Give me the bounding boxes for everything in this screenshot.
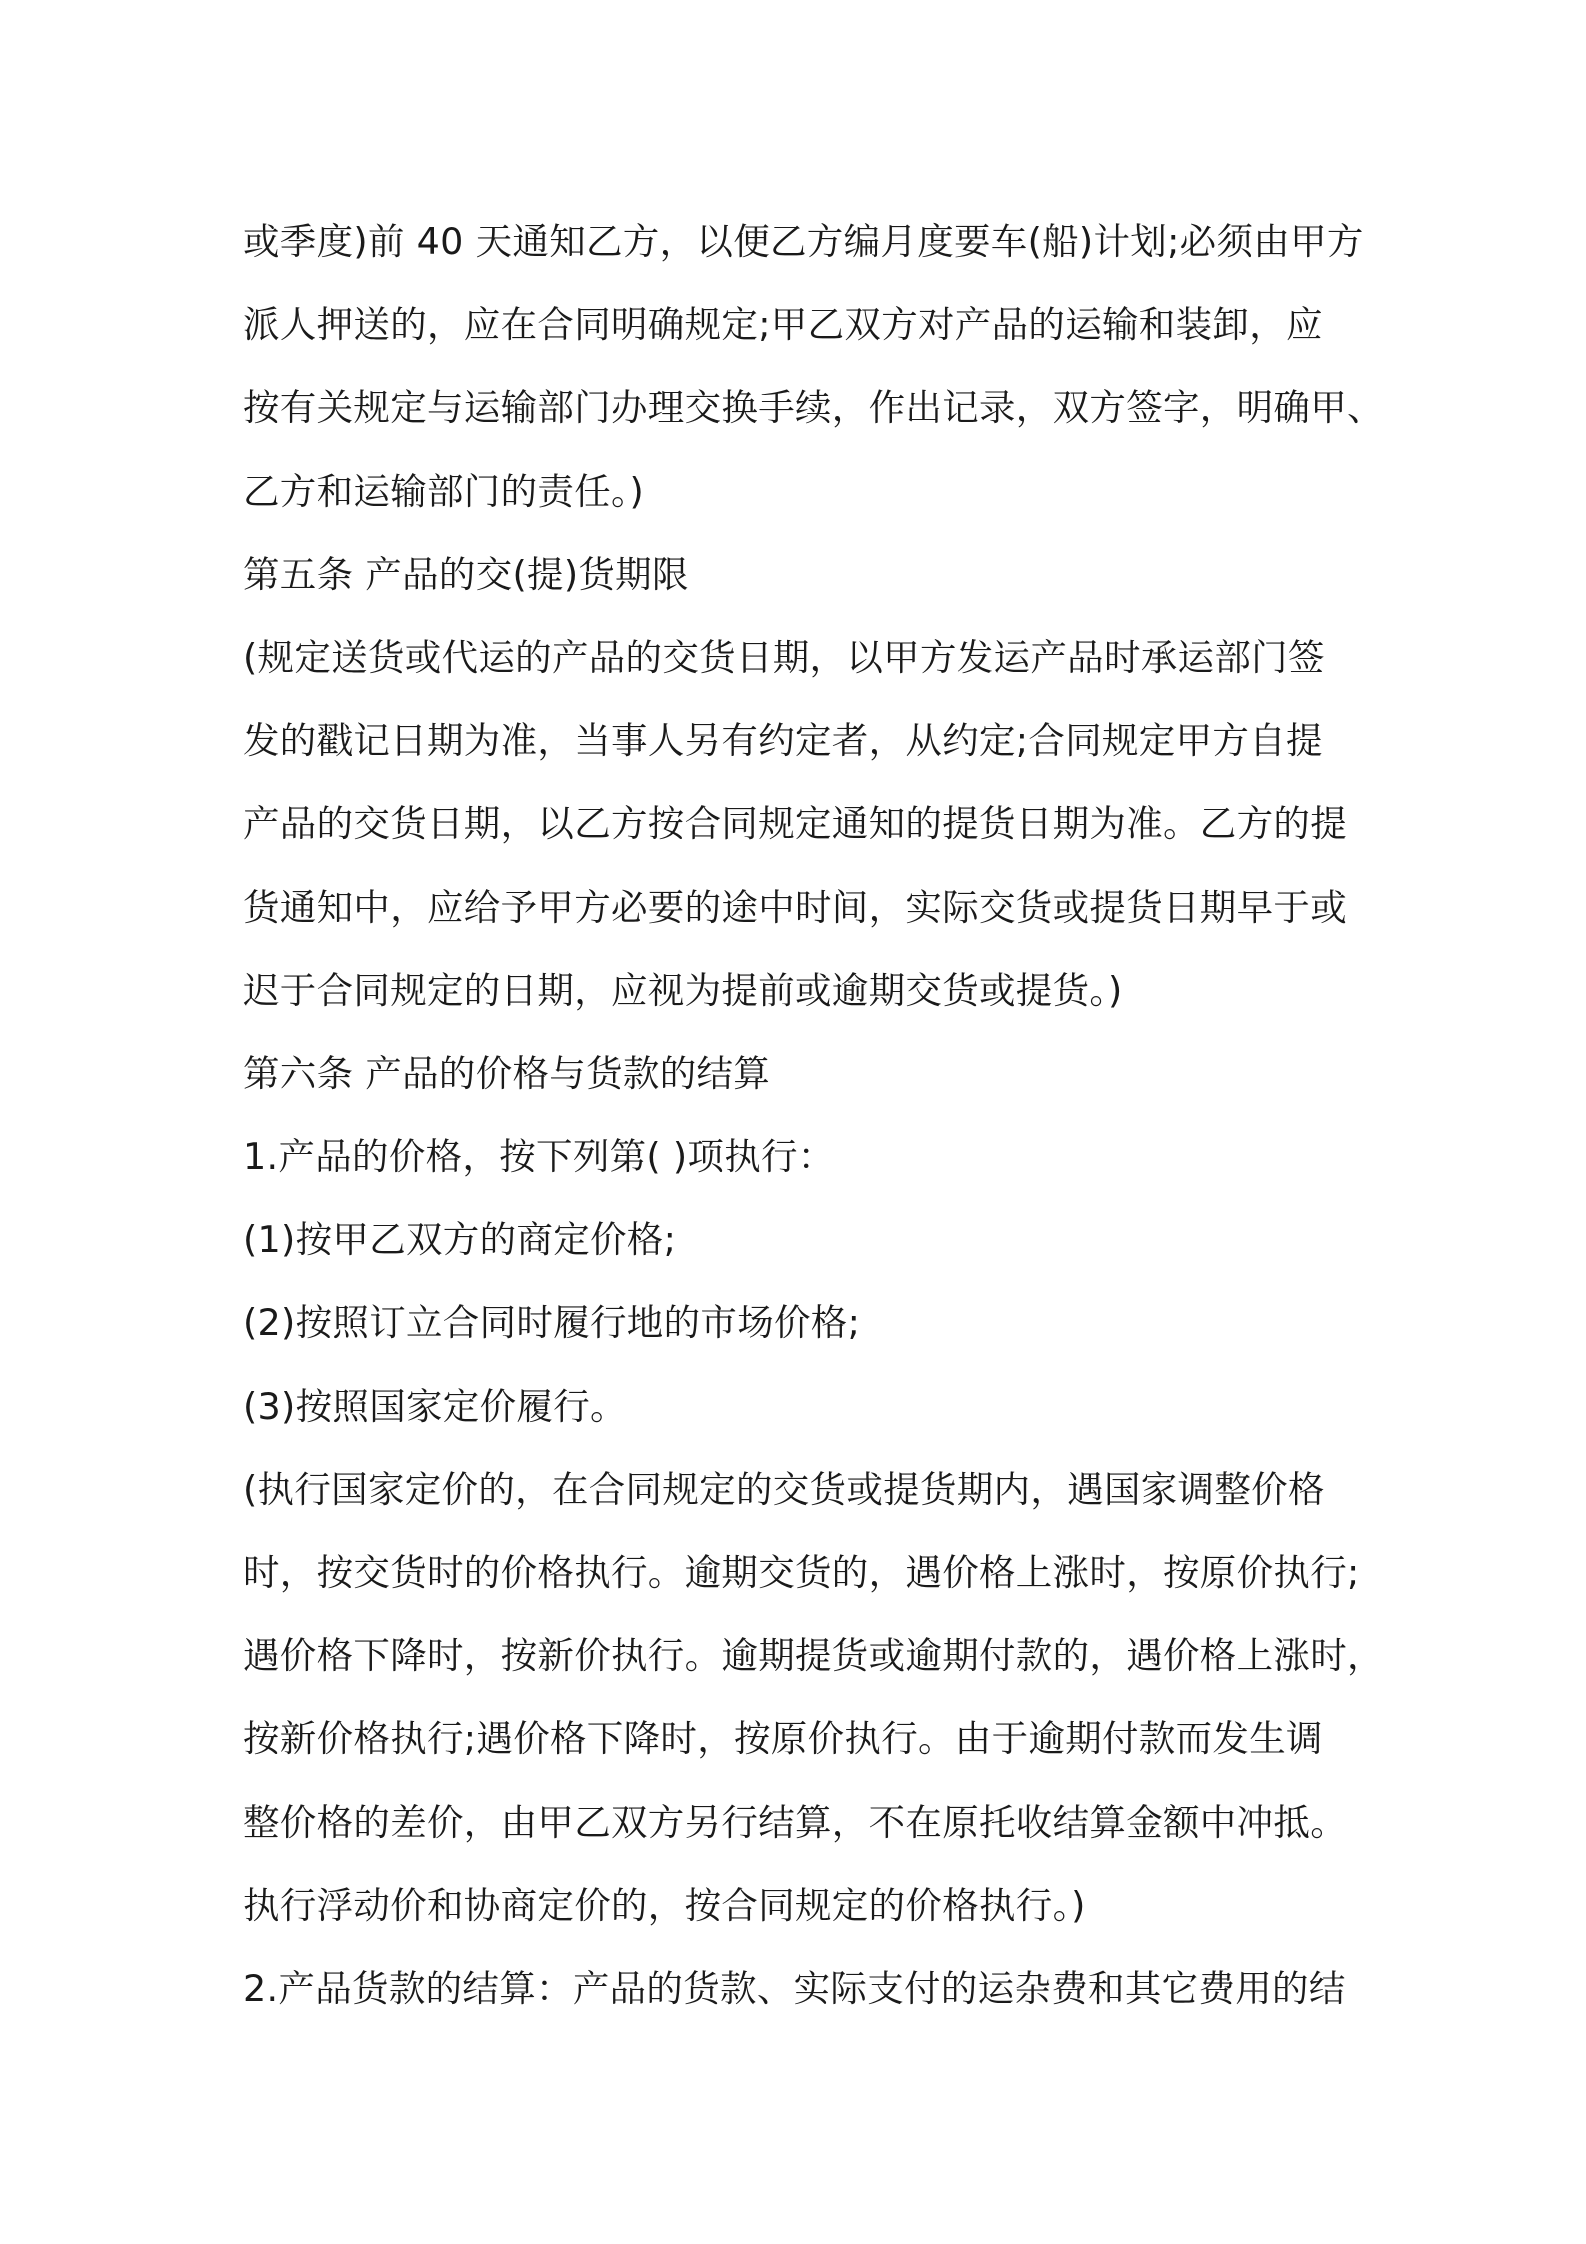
section-heading-article-5: 第五条 产品的交(提)货期限 <box>243 552 689 596</box>
text-line: (规定送货或代运的产品的交货日期，以甲方发运产品时承运部门签 <box>243 635 1325 679</box>
text-line: 派人押送的，应在合同明确规定;甲乙双方对产品的运输和装卸，应 <box>243 303 1323 347</box>
text-line: 按新价格执行;遇价格下降时，按原价执行。由于逾期付款而发生调 <box>243 1717 1323 1761</box>
text-line: 时，按交货时的价格执行。逾期交货的，遇价格上涨时，按原价执行; <box>243 1551 1360 1594</box>
section-heading-article-6: 第六条 产品的价格与货款的结算 <box>243 1051 771 1095</box>
clause-item-2: 2.产品货款的结算：产品的货款、实际支付的运杂费和其它费用的结 <box>243 1966 1346 2010</box>
text-line: 发的戳记日期为准，当事人另有约定者，从约定;合同规定甲方自提 <box>243 719 1323 763</box>
text-line: 产品的交货日期，以乙方按合同规定通知的提货日期为准。乙方的提 <box>243 802 1347 846</box>
text-line: 整价格的差价，由甲乙双方另行结算，不在原托收结算金额中冲抵。 <box>243 1800 1347 1844</box>
text-line: 或季度)前 40 天通知乙方，以便乙方编月度要车(船)计划;必须由甲方 <box>243 220 1364 263</box>
text-line: 按有关规定与运输部门办理交换手续，作出记录，双方签字，明确甲、 <box>243 386 1384 430</box>
document-body <box>243 200 1384 2030</box>
option-item-1: (1)按甲乙双方的商定价格; <box>243 1218 677 1262</box>
text-line: 乙方和运输部门的责任。) <box>243 469 645 513</box>
option-item-2: (2)按照订立合同时履行地的市场价格; <box>243 1301 861 1345</box>
option-item-3: (3)按照国家定价履行。 <box>243 1384 627 1428</box>
clause-item-1: 1.产品的价格，按下列第( )项执行： <box>243 1135 835 1179</box>
text-line: 执行浮动价和协商定价的，按合同规定的价格执行。) <box>243 1883 1086 1927</box>
text-line: (执行国家定价的，在合同规定的交货或提货期内，遇国家调整价格 <box>243 1467 1325 1511</box>
text-line: 遇价格下降时，按新价执行。逾期提货或逾期付款的，遇价格上涨时， <box>243 1634 1384 1678</box>
text-line: 迟于合同规定的日期，应视为提前或逾期交货或提货。) <box>243 968 1123 1012</box>
text-line: 货通知中，应给予甲方必要的途中时间，实际交货或提货日期早于或 <box>243 885 1347 929</box>
